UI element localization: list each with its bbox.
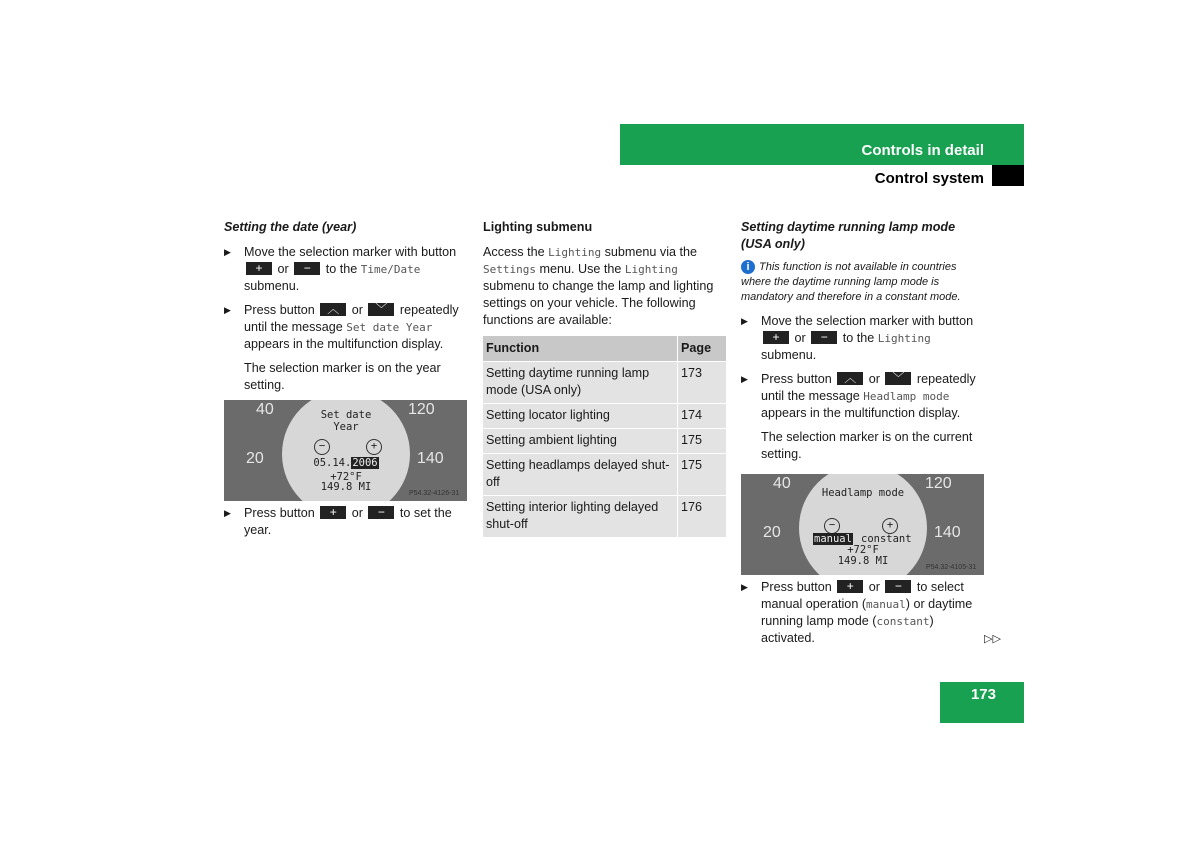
menu-name: Lighting: [624, 263, 678, 276]
heading-setting-date: Setting the date (year): [224, 220, 357, 234]
functions-table-wrap: [483, 336, 726, 537]
step-text: Move the selection marker with button: [244, 245, 457, 259]
heading-daytime-lamp: Setting daytime running lamp mode (USA only): [741, 220, 956, 251]
table-header-row: [483, 336, 726, 362]
step-text: repeatedly until the message: [761, 372, 976, 403]
step-text: appears in the multifunction display.: [761, 406, 961, 420]
page-ref: 174: [678, 404, 727, 429]
bullet-arrow-icon: ▶: [741, 582, 748, 592]
intro-part: submenu via the: [604, 245, 698, 259]
display-line: Headlamp mode: [821, 487, 905, 499]
speed-label: 40: [256, 401, 274, 418]
step-text: Press button: [761, 580, 832, 594]
note-text: The selection marker is on the current setting.: [761, 430, 973, 461]
down-button-icon: ﹀: [368, 303, 394, 316]
display-temperature: +72°F: [330, 471, 362, 483]
header-marker: [992, 165, 1024, 186]
step-text: or: [868, 372, 880, 386]
minus-button-icon: −: [368, 506, 394, 519]
page-ref: 173: [678, 362, 727, 404]
page-ref: 176: [678, 496, 727, 538]
continue-arrows-icon: ▷▷: [984, 633, 1001, 645]
date-selection: 2006: [352, 457, 378, 469]
column-header: Function: [483, 336, 678, 362]
section-title: Controls in detail: [861, 142, 984, 159]
table-cell: Setting headlamps delayed shut-off: [483, 454, 678, 496]
step-text: Press button: [244, 303, 315, 317]
step-text: to the: [325, 262, 358, 276]
page-number: 173: [970, 686, 996, 703]
speed-label: 140: [934, 524, 961, 541]
display-message: Headlamp mode: [863, 390, 950, 403]
multifunction-display-headlamp: [741, 474, 984, 575]
plus-button-icon: +: [246, 262, 272, 275]
display-line: Year: [333, 421, 359, 433]
functions-table: [483, 336, 726, 537]
option-name: manual: [866, 598, 906, 611]
menu-name: Settings: [483, 263, 536, 276]
figure-code: P54.32-4126-31: [409, 490, 460, 497]
display-line: Set date: [320, 409, 372, 421]
minus-symbol-icon: −: [314, 439, 330, 455]
step-text: appears in the multifunction display.: [244, 337, 444, 351]
figure-code: P54.32-4105-31: [926, 564, 977, 571]
plus-button-icon: +: [763, 331, 789, 344]
step-text: or: [794, 331, 806, 345]
speed-label: 120: [408, 401, 435, 418]
bullet-arrow-icon: ▶: [224, 508, 231, 518]
step-text: to set the year.: [244, 506, 452, 537]
step-text: or: [351, 506, 363, 520]
step-text: Move the selection marker with button: [761, 314, 974, 328]
display-message: Set date Year: [346, 321, 433, 334]
step-text: ) activated.: [761, 614, 934, 645]
column-daytime-lamp: [741, 219, 986, 463]
note-text: The selection marker is on the year setting.: [244, 361, 441, 392]
intro-part: Access the: [483, 245, 545, 259]
bullet-arrow-icon: ▶: [741, 374, 748, 384]
step-text: repeatedly until the message: [244, 303, 459, 334]
speed-label: 20: [246, 450, 264, 467]
plus-symbol-icon: +: [366, 439, 382, 455]
step-text: submenu.: [244, 279, 300, 293]
minus-symbol-icon: −: [824, 518, 840, 534]
intro-part: submenu to change the lamp and lighting settings on your vehicle. The following functions are available:: [483, 279, 714, 327]
table-cell: Setting interior lighting delayed shut-off: [483, 496, 678, 538]
section-subtitle: Control system: [874, 170, 984, 187]
display-odometer: 149.8 MI: [837, 555, 889, 567]
step-text: or: [868, 580, 880, 594]
menu-name: Lighting: [877, 332, 931, 345]
display-date: [294, 457, 398, 469]
step-select-mode: [741, 579, 986, 647]
step-press-button: [741, 371, 986, 422]
minus-button-icon: −: [294, 262, 320, 275]
step-text: submenu.: [761, 348, 817, 362]
step-move-marker: [224, 244, 469, 295]
step-text: or: [277, 262, 289, 276]
info-icon: i: [741, 260, 755, 274]
table-cell: Setting ambient lighting: [483, 429, 678, 454]
step-press-button: [224, 302, 469, 353]
minus-button-icon: −: [811, 331, 837, 344]
option-name: constant: [876, 615, 930, 628]
step-text: to select manual operation (: [761, 580, 964, 611]
bullet-arrow-icon: ▶: [741, 316, 748, 326]
step-text: or: [351, 303, 363, 317]
info-note: [741, 260, 986, 305]
step-text: to the: [842, 331, 875, 345]
menu-name: Time/Date: [360, 263, 421, 276]
table-row: [483, 362, 726, 404]
intro-part: menu. Use the: [539, 262, 622, 276]
display-odometer: 149.8 MI: [320, 481, 372, 493]
step-text: ) or daytime running lamp mode (: [761, 597, 973, 628]
page-ref: 175: [678, 454, 727, 496]
minus-button-icon: −: [885, 580, 911, 593]
display-temperature: +72°F: [847, 544, 879, 556]
up-button-icon: ︿: [320, 303, 346, 316]
step-set-year: [224, 505, 469, 539]
table-row: [483, 429, 726, 454]
page-ref: 175: [678, 429, 727, 454]
speed-label: 40: [773, 475, 791, 492]
bullet-arrow-icon: ▶: [224, 247, 231, 257]
heading-lighting-submenu: Lighting submenu: [483, 220, 593, 234]
column-date: [224, 219, 469, 394]
down-button-icon: ﹀: [885, 372, 911, 385]
plus-button-icon: +: [320, 506, 346, 519]
bullet-arrow-icon: ▶: [224, 305, 231, 315]
table-row: [483, 496, 726, 538]
step-text: Press button: [244, 506, 315, 520]
step-move-marker: [741, 313, 986, 364]
column-header: Page: [678, 336, 727, 362]
speed-label: 140: [417, 450, 444, 467]
speed-label: 20: [763, 524, 781, 541]
plus-symbol-icon: +: [882, 518, 898, 534]
option-selected: manual: [814, 533, 852, 545]
step-text: Press button: [761, 372, 832, 386]
menu-name: Lighting: [548, 246, 602, 259]
plus-button-icon: +: [837, 580, 863, 593]
table-row: [483, 454, 726, 496]
speed-label: 120: [925, 475, 952, 492]
table-cell: Setting locator lighting: [483, 404, 678, 429]
info-text: This function is not available in countries where the daytime running lamp mode is mandatory and therefore in a constant mode.: [741, 261, 961, 303]
column-lighting: [483, 219, 728, 329]
multifunction-display-date: [224, 400, 467, 501]
table-row: [483, 404, 726, 429]
table-cell: Setting daytime running lamp mode (USA only): [483, 362, 678, 404]
up-button-icon: ︿: [837, 372, 863, 385]
date-text: 05.14.: [313, 457, 352, 469]
intro-text: [483, 244, 728, 329]
option-constant: constant: [861, 533, 912, 545]
